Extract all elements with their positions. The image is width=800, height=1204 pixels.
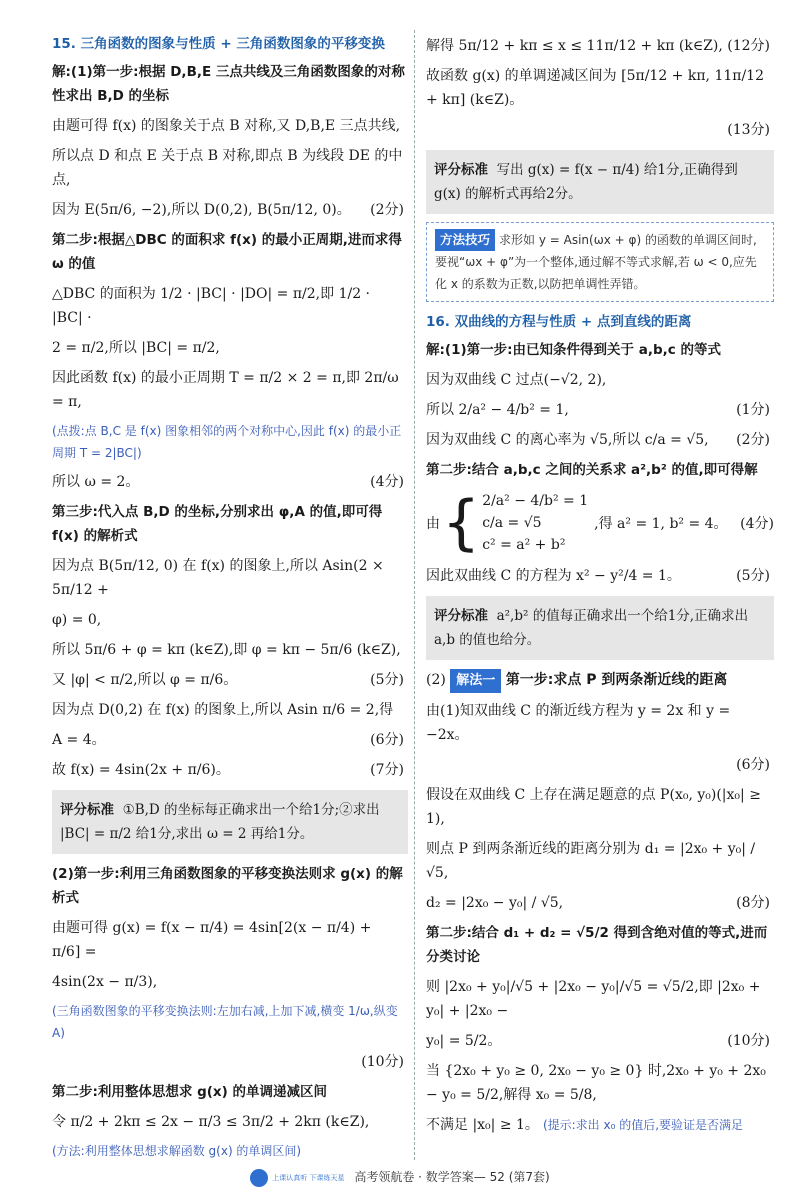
body-line: 因为点 D(0,2) 在 f(x) 的图象上,所以 Asin π/6 = 2,得 <box>52 702 394 718</box>
body-line: (2) 解法一 第一步:求点 P 到两条渐近线的距离 <box>426 668 774 693</box>
score: (6分) <box>736 757 770 773</box>
brace-glyph: { <box>442 488 481 558</box>
body-line: 因此双曲线 C 的方程为 x² − y²/4 = 1。 (5分) <box>426 564 774 588</box>
score: (8分) <box>736 895 770 911</box>
score: (4分) <box>370 474 404 490</box>
scoring-rubric: 评分标准 ①B,D 的坐标每正确求出一个给1分;②求出 |BC| = π/2 给1分,求出 ω = 2 再给1分。 <box>52 790 408 854</box>
method-tip-box: 方法技巧 求形如 y = Asin(ωx + φ) 的函数的单调区间时,要视“ωx + φ”为一个整体,通过解不等式求解,若 ω < 0,应先化 x 的系数为正数,以防把单调性弄错。 <box>426 222 774 302</box>
body-line: 因为双曲线 C 过点(−√2, 2), <box>426 372 607 388</box>
score: (7分) <box>370 762 404 778</box>
body-line: 所以 2/a² − 4/b² = 1, (1分) <box>426 398 774 422</box>
body-line: A = 4。 (6分) <box>52 728 408 752</box>
step-text: 解:(1)第一步:根据 D,B,E 三点共线及三角函数图象的对称性求出 B,D 的坐标 <box>52 64 405 104</box>
scoring-rubric: 评分标准 写出 g(x) = f(x − π/4) 给1分,正确得到 g(x) 的解析式再给2分。 <box>426 150 774 214</box>
rubric-label: 评分标准 <box>434 162 488 178</box>
body-line: 令 π/2 + 2kπ ≤ 2x − π/3 ≤ 3π/2 + 2kπ (k∈Z), <box>52 1114 370 1130</box>
rubric-label: 评分标准 <box>434 608 488 624</box>
body-line: 当 {2x₀ + y₀ ≥ 0, 2x₀ − y₀ ≥ 0} 时,2x₀ + y₀ + 2x₀ − y₀ = 5/2,解得 x₀ = 5/8, <box>426 1063 766 1103</box>
equation-system: 由 { 2/a² − 4/b² = 1 c/a = √5 c² = a² + b² ,得 a² = 1, b² = 4。 (4分) <box>426 488 774 558</box>
score: (6分) <box>370 732 404 748</box>
body-line: 所以点 D 和点 E 关于点 B 对称,即点 B 为线段 DE 的中点, <box>52 148 403 188</box>
score: (10分) <box>727 1033 770 1049</box>
column-divider <box>414 30 415 1160</box>
body-line: 则点 P 到两条渐近线的距离分别为 d₁ = |2x₀ + y₀| / √5, <box>426 841 756 881</box>
body-line: 因为 E(5π/6, −2),所以 D(0,2), B(5π/12, 0)。 (2分) <box>52 198 408 222</box>
right-column <box>426 28 774 1143</box>
score: (5分) <box>370 672 404 688</box>
score: (13分) <box>727 122 770 138</box>
body-line: 因为点 B(5π/12, 0) 在 f(x) 的图象上,所以 Asin(2 × 5π/12 + <box>52 558 384 598</box>
step-text: 第二步:结合 d₁ + d₂ = √5/2 得到含绝对值的等式,进而分类讨论 <box>426 925 768 965</box>
score: (1分) <box>736 402 770 418</box>
body-line: y₀| = 5/2。 (10分) <box>426 1029 774 1053</box>
body-line: 由题可得 g(x) = f(x − π/4) = 4sin[2(x − π/4) + π/6] = <box>52 920 372 960</box>
body-line: 因为双曲线 C 的离心率为 √5,所以 c/a = √5, (2分) <box>426 428 774 452</box>
body-line: △DBC 的面积为 1/2 · |BC| · |DO| = π/2,即 1/2 · |BC| · <box>52 286 371 326</box>
method-badge: 解法一 <box>450 669 501 693</box>
hint-note: (三角函数图象的平移变换法则:左加右减,上加下减,横变 1/ω,纵变 A) <box>52 1004 398 1040</box>
hint-note: (方法:利用整体思想求解函数 g(x) 的单调区间) <box>52 1144 302 1158</box>
step-text: 第二步:根据△DBC 的面积求 f(x) 的最小正周期,进而求得 ω 的值 <box>52 232 402 272</box>
left-column <box>52 28 408 1166</box>
step-text: 第三步:代入点 B,D 的坐标,分别求出 φ,A 的值,即可得 f(x) 的解析式 <box>52 504 383 544</box>
score: (10分) <box>361 1054 404 1070</box>
step-text: (2)第一步:利用三角函数图象的平移变换法则求 g(x) 的解析式 <box>52 866 403 906</box>
body-line: 所以 ω = 2。 (4分) <box>52 470 408 494</box>
body-line: 2 = π/2,所以 |BC| = π/2, <box>52 340 220 356</box>
q16-title: 16. 双曲线的方程与性质 + 点到直线的距离 <box>426 314 692 330</box>
body-line: 由(1)知双曲线 C 的渐近线方程为 y = 2x 和 y = −2x。 <box>426 703 731 743</box>
footer-text: 高考领航卷 · 数学答案— 52 (第7套) <box>354 1170 550 1184</box>
step-text: 第二步:利用整体思想求 g(x) 的单调递减区间 <box>52 1084 328 1100</box>
score: (5分) <box>736 568 770 584</box>
hint-note: (点拨:点 B,C 是 f(x) 图象相邻的两个对称中心,因此 f(x) 的最小正周期 T = 2|BC|) <box>52 424 402 460</box>
page-footer <box>0 1168 800 1187</box>
score: (4分) <box>740 516 774 532</box>
body-line: 又 |φ| < π/2,所以 φ = π/6。 (5分) <box>52 668 408 692</box>
body-line: d₂ = |2x₀ − y₀| / √5, (8分) <box>426 891 774 915</box>
step-text: 解:(1)第一步:由已知条件得到关于 a,b,c 的等式 <box>426 342 721 358</box>
body-line: 故 f(x) = 4sin(2x + π/6)。 (7分) <box>52 758 408 782</box>
body-line: 所以 5π/6 + φ = kπ (k∈Z),即 φ = kπ − 5π/6 (k∈Z), <box>52 642 401 658</box>
body-line: 解得 5π/12 + kπ ≤ x ≤ 11π/12 + kπ (k∈Z), (12分) <box>426 34 774 58</box>
logo-text: 上课认真听 下课练天星 <box>272 1173 345 1182</box>
step-text: 第二步:结合 a,b,c 之间的关系求 a²,b² 的值,即可得解 <box>426 462 758 478</box>
body-line: 由题可得 f(x) 的图象关于点 B 对称,又 D,B,E 三点共线, <box>52 118 401 134</box>
body-line: 则 |2x₀ + y₀|/√5 + |2x₀ − y₀|/√5 = √5/2,即 |2x₀ + y₀| + |2x₀ − <box>426 979 761 1019</box>
score: (2分) <box>370 202 404 218</box>
score: (2分) <box>736 432 770 448</box>
q15-title: 15. 三角函数的图象与性质 + 三角函数图象的平移变换 <box>52 36 385 52</box>
body-line: 4sin(2x − π/3), <box>52 974 158 990</box>
body-line: 故函数 g(x) 的单调递减区间为 [5π/12 + kπ, 11π/12 + kπ] (k∈Z)。 <box>426 68 764 108</box>
score: (12分) <box>727 38 770 54</box>
rubric-label: 评分标准 <box>60 802 114 818</box>
body-line: 因此函数 f(x) 的最小正周期 T = π/2 × 2 = π,即 2π/ω = π, <box>52 370 399 410</box>
body-line: 不满足 |x₀| ≥ 1。 (提示:求出 x₀ 的值后,要验证是否满足 <box>426 1117 744 1133</box>
body-line: 假设在双曲线 C 上存在满足题意的点 P(x₀, y₀)(|x₀| ≥ 1), <box>426 787 761 827</box>
method-tip-badge: 方法技巧 <box>435 229 495 251</box>
publisher-logo-icon <box>250 1169 268 1187</box>
body-line: φ) = 0, <box>52 612 102 628</box>
hint-note: (提示:求出 x₀ 的值后,要验证是否满足 <box>542 1118 744 1132</box>
scoring-rubric: 评分标准 a²,b² 的值每正确求出一个给1分,正确求出 a,b 的值也给分。 <box>426 596 774 660</box>
